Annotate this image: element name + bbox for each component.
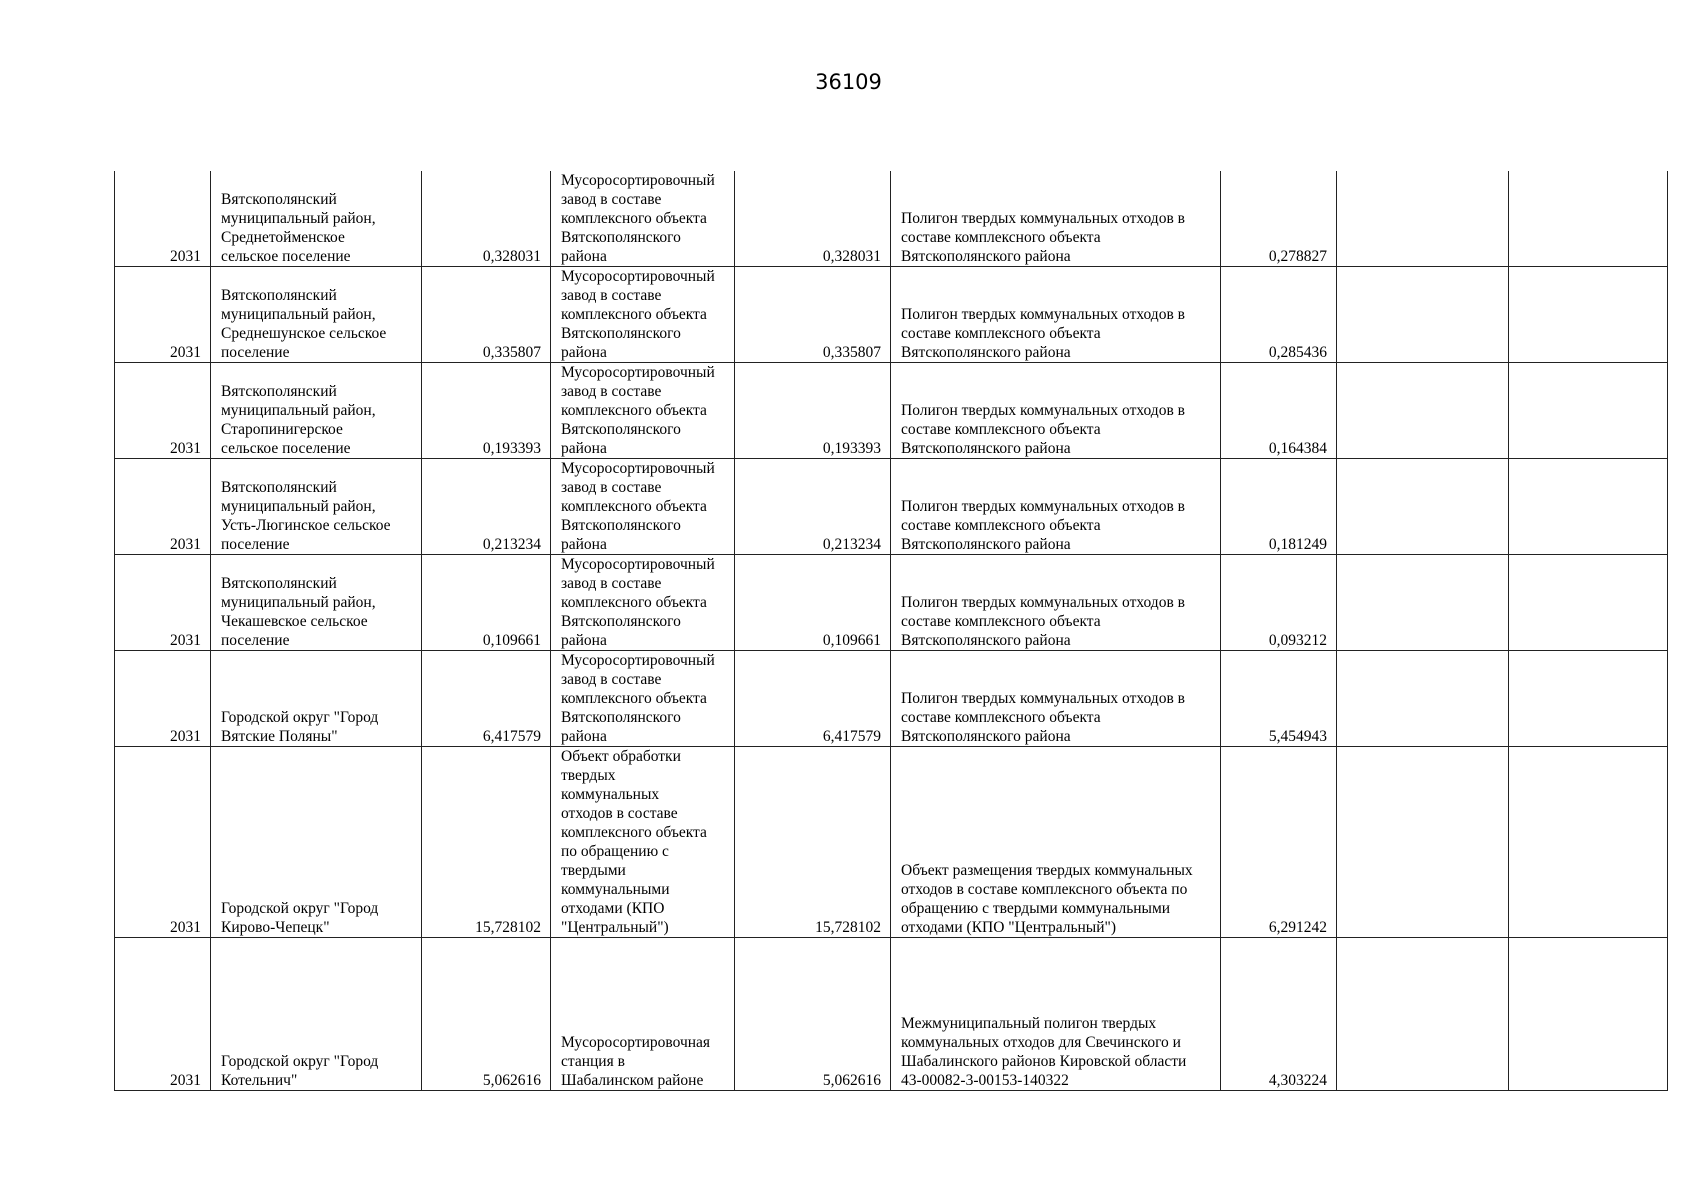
year-cell: 2031 [115, 555, 211, 651]
disposal-volume-cell: 0,181249 [1221, 459, 1337, 555]
processing-facility-cell: Мусоросортировочный завод в составе комплексного объекта Вятскополянского района [551, 459, 735, 555]
year-cell: 2031 [115, 938, 211, 1091]
processing-facility-cell: Мусоросортировочный завод в составе комплексного объекта Вятскополянского района [551, 555, 735, 651]
disposal-facility-cell: Полигон твердых коммунальных отходов в составе комплексного объекта Вятскополянского района [891, 171, 1221, 267]
volume-cell: 5,062616 [422, 938, 551, 1091]
empty-cell [1337, 555, 1509, 651]
table-row [115, 747, 1668, 938]
processing-volume-cell: 5,062616 [735, 938, 891, 1091]
empty-cell [1337, 747, 1509, 938]
processing-facility-cell: Мусоросортировочный завод в составе комплексного объекта Вятскополянского района [551, 171, 735, 267]
volume-cell: 15,728102 [422, 747, 551, 938]
empty-cell [1509, 171, 1668, 267]
table-row [115, 363, 1668, 459]
year-cell: 2031 [115, 651, 211, 747]
municipality-cell: Вятскополянский муниципальный район, Среднетойменское сельское поселение [211, 171, 422, 267]
disposal-volume-cell: 0,285436 [1221, 267, 1337, 363]
processing-facility-cell: Мусоросортировочный завод в составе комплексного объекта Вятскополянского района [551, 363, 735, 459]
empty-cell [1509, 651, 1668, 747]
empty-cell [1509, 938, 1668, 1091]
volume-cell: 0,328031 [422, 171, 551, 267]
municipality-cell: Вятскополянский муниципальный район, Усть-Люгинское сельское поселение [211, 459, 422, 555]
processing-facility-cell: Мусоросортировочная станция в Шабалинском районе [551, 938, 735, 1091]
table-row [115, 459, 1668, 555]
empty-cell [1337, 938, 1509, 1091]
disposal-volume-cell: 0,278827 [1221, 171, 1337, 267]
processing-facility-cell: Объект обработки твердых коммунальных отходов в составе комплексного объекта по обращению с твердыми коммунальными отходами (КПО "Центральный") [551, 747, 735, 938]
disposal-facility-cell: Объект размещения твердых коммунальных отходов в составе комплексного объекта по обращению с твердыми коммунальными отходами (КПО "Центральный") [891, 747, 1221, 938]
processing-volume-cell: 0,193393 [735, 363, 891, 459]
municipality-cell: Вятскополянский муниципальный район, Старопинигерское сельское поселение [211, 363, 422, 459]
disposal-facility-cell: Полигон твердых коммунальных отходов в составе комплексного объекта Вятскополянского района [891, 459, 1221, 555]
table-row [115, 651, 1668, 747]
table-row [115, 171, 1668, 267]
disposal-facility-cell: Полигон твердых коммунальных отходов в составе комплексного объекта Вятскополянского района [891, 555, 1221, 651]
processing-facility-cell: Мусоросортировочный завод в составе комплексного объекта Вятскополянского района [551, 651, 735, 747]
year-cell: 2031 [115, 459, 211, 555]
empty-cell [1337, 363, 1509, 459]
processing-volume-cell: 0,213234 [735, 459, 891, 555]
empty-cell [1337, 267, 1509, 363]
disposal-facility-cell: Полигон твердых коммунальных отходов в составе комплексного объекта Вятскополянского района [891, 651, 1221, 747]
empty-cell [1509, 555, 1668, 651]
table-row [115, 267, 1668, 363]
processing-volume-cell: 15,728102 [735, 747, 891, 938]
year-cell: 2031 [115, 747, 211, 938]
municipality-cell: Городской округ "Город Котельнич" [211, 938, 422, 1091]
table-row [115, 938, 1668, 1091]
waste-flow-table [114, 171, 1668, 1091]
empty-cell [1509, 267, 1668, 363]
volume-cell: 0,193393 [422, 363, 551, 459]
disposal-facility-cell: Полигон твердых коммунальных отходов в составе комплексного объекта Вятскополянского района [891, 267, 1221, 363]
municipality-cell: Городской округ "Город Кирово-Чепецк" [211, 747, 422, 938]
disposal-volume-cell: 5,454943 [1221, 651, 1337, 747]
empty-cell [1337, 171, 1509, 267]
processing-volume-cell: 0,328031 [735, 171, 891, 267]
empty-cell [1337, 459, 1509, 555]
volume-cell: 6,417579 [422, 651, 551, 747]
processing-volume-cell: 0,109661 [735, 555, 891, 651]
volume-cell: 0,213234 [422, 459, 551, 555]
volume-cell: 0,335807 [422, 267, 551, 363]
disposal-volume-cell: 6,291242 [1221, 747, 1337, 938]
empty-cell [1337, 651, 1509, 747]
year-cell: 2031 [115, 171, 211, 267]
processing-volume-cell: 0,335807 [735, 267, 891, 363]
municipality-cell: Вятскополянский муниципальный район, Чекашевское сельское поселение [211, 555, 422, 651]
volume-cell: 0,109661 [422, 555, 551, 651]
disposal-volume-cell: 0,093212 [1221, 555, 1337, 651]
empty-cell [1509, 459, 1668, 555]
year-cell: 2031 [115, 267, 211, 363]
processing-volume-cell: 6,417579 [735, 651, 891, 747]
municipality-cell: Городской округ "Город Вятские Поляны" [211, 651, 422, 747]
processing-facility-cell: Мусоросортировочный завод в составе комплексного объекта Вятскополянского района [551, 267, 735, 363]
disposal-facility-cell: Межмуниципальный полигон твердых коммунальных отходов для Свечинского и Шабалинского районов Кировской области 43-00082-3-00153-140322 [891, 938, 1221, 1091]
disposal-volume-cell: 0,164384 [1221, 363, 1337, 459]
page-number: 36109 [815, 70, 882, 94]
table-row [115, 555, 1668, 651]
disposal-volume-cell: 4,303224 [1221, 938, 1337, 1091]
empty-cell [1509, 747, 1668, 938]
year-cell: 2031 [115, 363, 211, 459]
disposal-facility-cell: Полигон твердых коммунальных отходов в составе комплексного объекта Вятскополянского района [891, 363, 1221, 459]
municipality-cell: Вятскополянский муниципальный район, Среднешунское сельское поселение [211, 267, 422, 363]
empty-cell [1509, 363, 1668, 459]
